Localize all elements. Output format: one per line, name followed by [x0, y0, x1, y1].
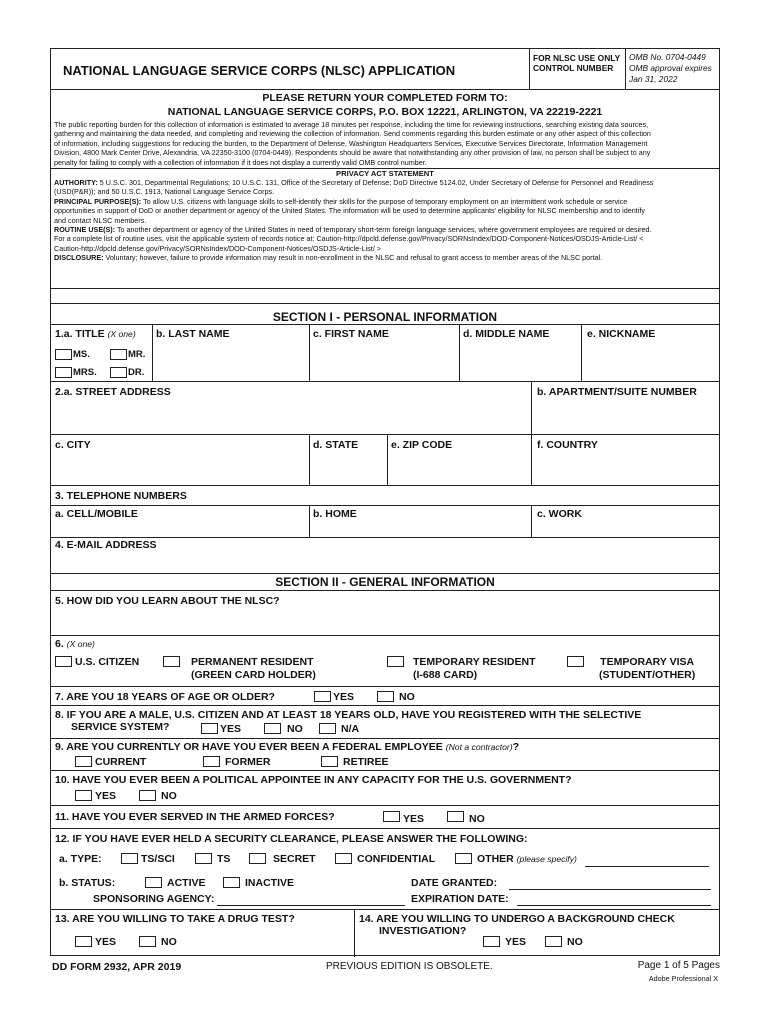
- obsolete-notice: PREVIOUS EDITION IS OBSOLETE.: [326, 961, 493, 972]
- sponsoring-label: SPONSORING AGENCY:: [93, 893, 215, 905]
- zip-label: e. ZIP CODE: [391, 439, 453, 451]
- date-granted-field[interactable]: [509, 889, 711, 890]
- nickname-field[interactable]: [582, 341, 718, 379]
- q10-yes-checkbox[interactable]: [75, 790, 92, 801]
- secret-checkbox[interactable]: [249, 853, 266, 864]
- state-field[interactable]: [311, 453, 386, 483]
- form-number: DD FORM 2932, APR 2019: [52, 961, 182, 973]
- us-citizen-checkbox[interactable]: [55, 656, 72, 667]
- secret-label: SECRET: [273, 853, 316, 865]
- q9-current-label: CURRENT: [95, 756, 147, 768]
- home-label: b. HOME: [313, 508, 357, 520]
- confidential-label: CONFIDENTIAL: [357, 853, 436, 865]
- apt-field[interactable]: [533, 401, 718, 431]
- city-label: c. CITY: [55, 439, 91, 451]
- ts-label: TS: [217, 853, 231, 865]
- mrs-checkbox[interactable]: [55, 367, 72, 378]
- q11-label: 11. HAVE YOU EVER SERVED IN THE ARMED FORCES?: [55, 811, 335, 823]
- expiration-field[interactable]: [517, 905, 711, 906]
- dr-label: DR.: [128, 367, 145, 378]
- q5-label: 5. HOW DID YOU LEARN ABOUT THE NLSC?: [55, 595, 280, 607]
- q12-label: 12. IF YOU HAVE EVER HELD A SECURITY CLEARANCE, PLEASE ANSWER THE FOLLOWING:: [55, 833, 528, 845]
- street-field[interactable]: [53, 401, 529, 431]
- date-granted-label: DATE GRANTED:: [411, 877, 498, 889]
- email-field[interactable]: [53, 552, 717, 570]
- q10-no-checkbox[interactable]: [139, 790, 156, 801]
- first-name-label: c. FIRST NAME: [313, 328, 389, 340]
- q9-label: 9. ARE YOU CURRENTLY OR HAVE YOU EVER BEEN A FEDERAL EMPLOYEE (Not a contractor)?: [55, 741, 520, 753]
- q14-label: 14. ARE YOU WILLING TO UNDERGO A BACKGROUND CHECK INVESTIGATION?: [359, 913, 675, 937]
- permanent-resident-label: PERMANENT RESIDENT (GREEN CARD HOLDER): [191, 656, 316, 681]
- q8-no-checkbox[interactable]: [264, 723, 281, 734]
- q7-no-checkbox[interactable]: [377, 691, 394, 702]
- mr-checkbox[interactable]: [110, 349, 127, 360]
- ts-checkbox[interactable]: [195, 853, 212, 864]
- q13-no-checkbox[interactable]: [139, 936, 156, 947]
- temporary-visa-checkbox[interactable]: [567, 656, 584, 667]
- temporary-visa-label: TEMPORARY VISA (STUDENT/OTHER): [599, 656, 696, 681]
- q8-na-label: N/A: [341, 723, 360, 735]
- q11-no-label: NO: [469, 813, 485, 825]
- status-label: b. STATUS:: [59, 877, 116, 889]
- expiration-label: EXPIRATION DATE:: [411, 893, 509, 905]
- cell-label: a. CELL/MOBILE: [55, 508, 138, 520]
- email-label: 4. E-MAIL ADDRESS: [55, 539, 157, 551]
- ms-label: MS.: [73, 349, 90, 360]
- ts-sci-label: TS/SCI: [141, 853, 175, 865]
- title-label: 1.a. TITLE (X one): [55, 328, 136, 340]
- q11-yes-checkbox[interactable]: [383, 811, 400, 822]
- application-form: [50, 48, 720, 956]
- sponsoring-field[interactable]: [217, 905, 405, 906]
- q9-current-checkbox[interactable]: [75, 756, 92, 767]
- country-label: f. COUNTRY: [537, 439, 598, 451]
- q14-no-label: NO: [567, 936, 583, 948]
- q14-no-checkbox[interactable]: [545, 936, 562, 947]
- mr-label: MR.: [128, 349, 146, 360]
- nickname-label: e. NICKNAME: [587, 328, 656, 340]
- first-name-field[interactable]: [310, 341, 458, 379]
- q10-yes-label: YES: [95, 790, 117, 802]
- q8-yes-checkbox[interactable]: [201, 723, 218, 734]
- q8-na-checkbox[interactable]: [319, 723, 336, 734]
- section2-title: SECTION II - GENERAL INFORMATION: [275, 575, 495, 589]
- burden-statement: The public reporting burden for this collection of information is estimated to average 18 minutes per response, including the time for reviewing instructions, searching existing data sources, gathering and maintaining the data needed, and completing and reviewing the collection of information. Send comments regarding this burden estimate or any other aspect of this collection of information, including suggestions for reducing the burden, to the Department of Defense, Washington Headquarters Services, Executive Services Directorate, Information Management Division, 4800 Mark Center Drive, Alexandria, VA 22350-3100 (0704-0449). Respondents should be aware that notwithstanding any other provision of law, no person shall be subject to any penalty for failing to comply with a collection of information if it does not display a currently valid OMB control number.: [54, 120, 651, 167]
- inactive-checkbox[interactable]: [223, 877, 240, 888]
- phones-label: 3. TELEPHONE NUMBERS: [55, 490, 187, 502]
- permanent-resident-checkbox[interactable]: [163, 656, 180, 667]
- return-notice-line2: NATIONAL LANGUAGE SERVICE CORPS, P.O. BOX 12221, ARLINGTON, VA 22219-2221: [167, 106, 603, 118]
- temporary-resident-checkbox[interactable]: [387, 656, 404, 667]
- mrs-label: MRS.: [73, 367, 97, 378]
- q11-yes-label: YES: [403, 813, 425, 825]
- clearance-type-label: a. TYPE:: [59, 853, 102, 865]
- work-field[interactable]: [533, 521, 718, 535]
- middle-name-label: d. MIDDLE NAME: [463, 328, 550, 340]
- q6-label: 6. (X one): [55, 638, 95, 650]
- q10-no-label: NO: [161, 790, 177, 802]
- state-label: d. STATE: [313, 439, 359, 451]
- q7-label: 7. ARE YOU 18 YEARS OF AGE OR OLDER?: [55, 691, 275, 703]
- zip-field[interactable]: [389, 453, 529, 483]
- q9-former-label: FORMER: [225, 756, 271, 768]
- omb-info: OMB No. 0704-0449 OMB approval expires Jan 31, 2022: [629, 52, 712, 84]
- temporary-resident-label: TEMPORARY RESIDENT (I-688 CARD): [413, 656, 536, 681]
- q13-no-label: NO: [161, 936, 177, 948]
- home-field[interactable]: [311, 521, 529, 535]
- q8-yes-label: YES: [220, 723, 242, 735]
- dr-checkbox[interactable]: [110, 367, 127, 378]
- q13-label: 13. ARE YOU WILLING TO TAKE A DRUG TEST?: [55, 913, 295, 925]
- q9-former-checkbox[interactable]: [203, 756, 220, 767]
- q8-label: 8. IF YOU ARE A MALE, U.S. CITIZEN AND AT LEAST 18 YEARS OLD, HAVE YOU REGISTERED WITH THE SELECTIVE SERVICE SYSTEM?: [55, 709, 642, 733]
- page-number: Page 1 of 5 Pages: [637, 960, 720, 971]
- last-name-field[interactable]: [153, 341, 308, 379]
- inactive-label: INACTIVE: [245, 877, 295, 889]
- privacy-title: PRIVACY ACT STATEMENT: [336, 169, 434, 178]
- other-specify-field[interactable]: [585, 866, 709, 867]
- q7-yes-label: YES: [333, 691, 355, 703]
- q14-yes-checkbox[interactable]: [483, 936, 500, 947]
- section1-title: SECTION I - PERSONAL INFORMATION: [272, 310, 498, 324]
- apt-label: b. APARTMENT/SUITE NUMBER: [537, 386, 697, 398]
- confidential-checkbox[interactable]: [335, 853, 352, 864]
- form-title: NATIONAL LANGUAGE SERVICE CORPS (NLSC) APPLICATION: [63, 63, 456, 78]
- work-label: c. WORK: [537, 508, 582, 520]
- middle-name-field[interactable]: [460, 341, 580, 379]
- q11-no-checkbox[interactable]: [447, 811, 464, 822]
- city-field[interactable]: [53, 453, 307, 483]
- ms-checkbox[interactable]: [55, 349, 72, 360]
- us-citizen-label: U.S. CITIZEN: [75, 656, 140, 668]
- q8-no-label: NO: [287, 723, 303, 735]
- q7-no-label: NO: [399, 691, 415, 703]
- last-name-label: b. LAST NAME: [156, 328, 230, 340]
- q13-yes-label: YES: [95, 936, 117, 948]
- other-checkbox[interactable]: [455, 853, 472, 864]
- privacy-statement: AUTHORITY: 5 U.S.C. 301, Departmental Regulations; 10 U.S.C. 131, Office of the Secretary of Defense; DoD Directive 5124.02, Under Secretary of Defense for Personnel and Readiness (USD(P&R)); and 50 U.S.C. 1913, National Language Service Corps. PRINCIPAL PURPOSE(S): To allow U.S. citizens with language skills to self-identify their skills for the purpose of temporary employment on an intermittent work schedule or service opportunities in support of DoD or another department or agency of the United States. The information will be used to determine applicants' eligibility for NLSC membership and to identify and contact NLSC members. ROUTINE USE(S): To another department or agency of the United States in need of temporary short-term foreign language services, where government employees are required or desired. For a complete list of routine uses, visit the applicable system of records notice at: Caution-http://dpcld.defense.gov/Privacy/SORNsIndex/DOD-Component-Notices/OSDJS-Article-List/ < Caution-http://dpcld.defense.gov/Privacy/SORNsIndex/DOD-Component-Notices/OSDJS-Article-List/ > DISCLOSURE: Voluntary; however, failure to provide information may result in non-enrollment in the NLSC and refusal to grant access to member areas of the NLSC portal.: [54, 178, 654, 263]
- q9-retiree-label: RETIREE: [343, 756, 389, 768]
- q9-retiree-checkbox[interactable]: [321, 756, 338, 767]
- active-checkbox[interactable]: [145, 877, 162, 888]
- q7-yes-checkbox[interactable]: [314, 691, 331, 702]
- return-notice-line1: PLEASE RETURN YOUR COMPLETED FORM TO:: [262, 92, 508, 104]
- active-label: ACTIVE: [167, 877, 206, 889]
- q14-yes-label: YES: [505, 936, 527, 948]
- ts-sci-checkbox[interactable]: [121, 853, 138, 864]
- country-field[interactable]: [533, 453, 718, 483]
- q13-yes-checkbox[interactable]: [75, 936, 92, 947]
- nlsc-use-only: FOR NLSC USE ONLY CONTROL NUMBER: [533, 53, 621, 73]
- other-label: OTHER (please specify): [477, 853, 577, 865]
- q5-field[interactable]: [53, 609, 717, 633]
- adobe-label: Adobe Professional X: [648, 974, 718, 983]
- cell-field[interactable]: [53, 521, 307, 535]
- q10-label: 10. HAVE YOU EVER BEEN A POLITICAL APPOINTEE IN ANY CAPACITY FOR THE U.S. GOVERNMENT?: [55, 774, 572, 786]
- street-label: 2.a. STREET ADDRESS: [55, 386, 171, 398]
